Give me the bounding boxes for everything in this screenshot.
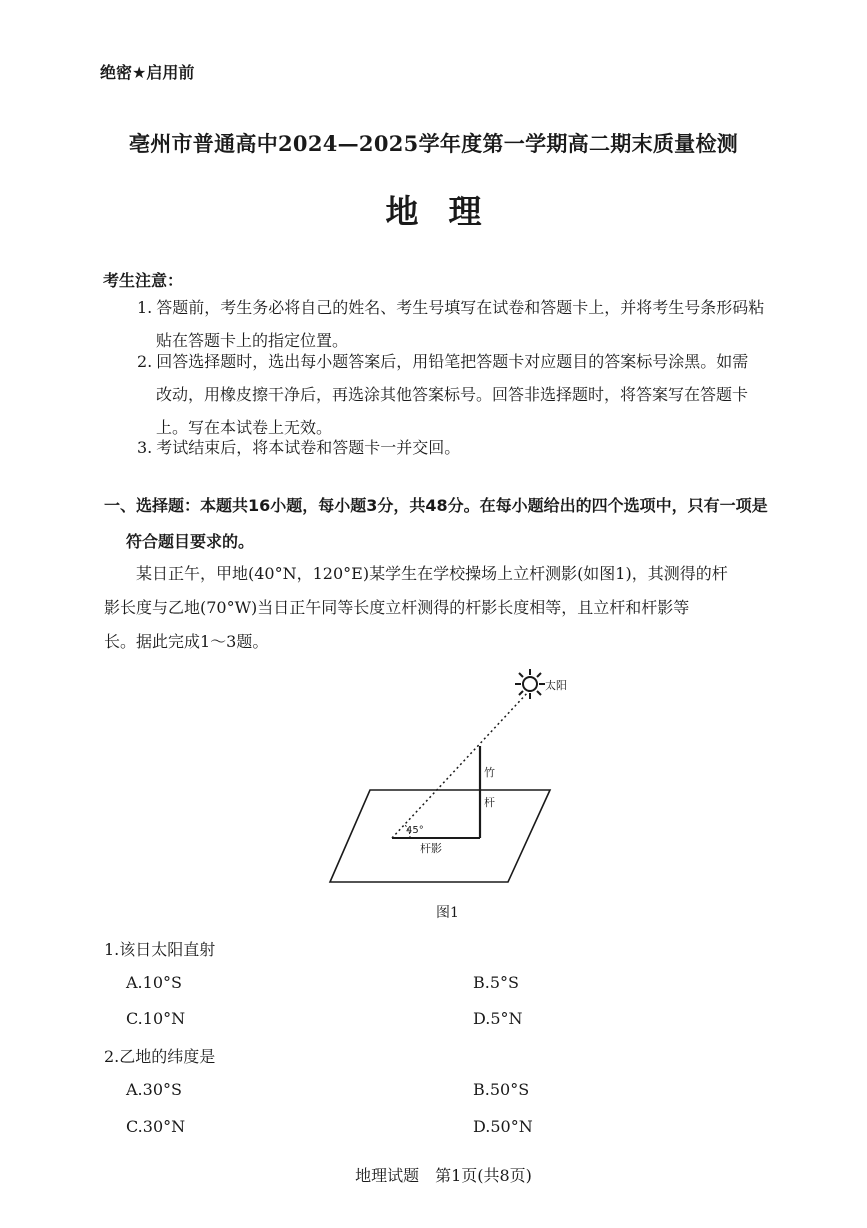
pole-label-2: 杆 xyxy=(484,796,495,809)
passage-line: 影长度与乙地(70°W)当日正午同等长度立杆测得的杆影长度相等，且立杆和杆影等 xyxy=(104,598,690,617)
option-b: B.5°S xyxy=(473,973,519,992)
note-number: 3. xyxy=(137,438,153,457)
option-c: C.10°N xyxy=(126,1009,186,1028)
note-line: 改动，用橡皮擦干净后，再选涂其他答案标号。回答非选择题时，将答案写在答题卡 xyxy=(156,385,749,404)
note-number: 1. xyxy=(137,298,153,317)
question-stem: 2.乙地的纬度是 xyxy=(104,1047,216,1066)
note-line: 上。写在本试卷上无效。 xyxy=(156,418,333,437)
note-line: 考试结束后，将本试卷和答题卡一并交回。 xyxy=(156,438,461,457)
note-item-2 xyxy=(137,345,797,444)
note-line: 答题前，考生务必将自己的姓名、考生号填写在试卷和答题卡上，并将考生号条形码粘 xyxy=(156,298,765,317)
note-line: 回答选择题时，选出每小题答案后，用铅笔把答题卡对应题目的答案标号涂黑。如需 xyxy=(156,352,749,371)
option-a: A.10°S xyxy=(126,973,182,992)
reading-passage xyxy=(104,557,804,659)
note-item-3 xyxy=(137,431,797,464)
figure-caption: 图1 xyxy=(436,905,459,921)
option-d: D.50°N xyxy=(473,1117,533,1136)
ground-plane xyxy=(330,790,550,882)
option-d: D.5°N xyxy=(473,1009,523,1028)
option-a: A.30°S xyxy=(126,1080,182,1099)
notes-heading: 考生注意： xyxy=(103,271,184,290)
shadow-label: 杆影 xyxy=(420,842,442,855)
sun-icon xyxy=(515,669,545,699)
pole-label-1: 竹 xyxy=(484,766,495,779)
subject-title: 地理 xyxy=(385,192,512,231)
note-number: 2. xyxy=(137,352,153,371)
sun-ray-line xyxy=(392,690,530,838)
pole-shadow-figure xyxy=(320,662,570,902)
section-line: 一、选择题：本题共16小题，每小题3分，共48分。在每小题给出的四个选项中，只有一项是 xyxy=(104,496,768,515)
section-heading xyxy=(104,488,804,560)
question-stem: 1.该日太阳直射 xyxy=(104,940,216,959)
passage-line: 某日正午，甲地(40°N，120°E)某学生在学校操场上立杆测影(如图1)，其测得的杆 xyxy=(136,564,728,583)
note-line: 贴在答题卡上的指定位置。 xyxy=(156,331,349,350)
exam-title: 亳州市普通高中2024—2025学年度第一学期高二期末质量检测 xyxy=(128,131,739,156)
section-line: 符合题目要求的。 xyxy=(126,532,255,551)
option-c: C.30°N xyxy=(126,1117,186,1136)
sun-label: 太阳 xyxy=(545,679,567,692)
passage-line: 长。据此完成1～3题。 xyxy=(104,632,269,651)
option-b: B.50°S xyxy=(473,1080,530,1099)
secret-label: 绝密★启用前 xyxy=(100,63,195,82)
angle-label: 45° xyxy=(406,825,424,836)
page-footer: 地理试题 第1页(共8页) xyxy=(355,1166,532,1185)
